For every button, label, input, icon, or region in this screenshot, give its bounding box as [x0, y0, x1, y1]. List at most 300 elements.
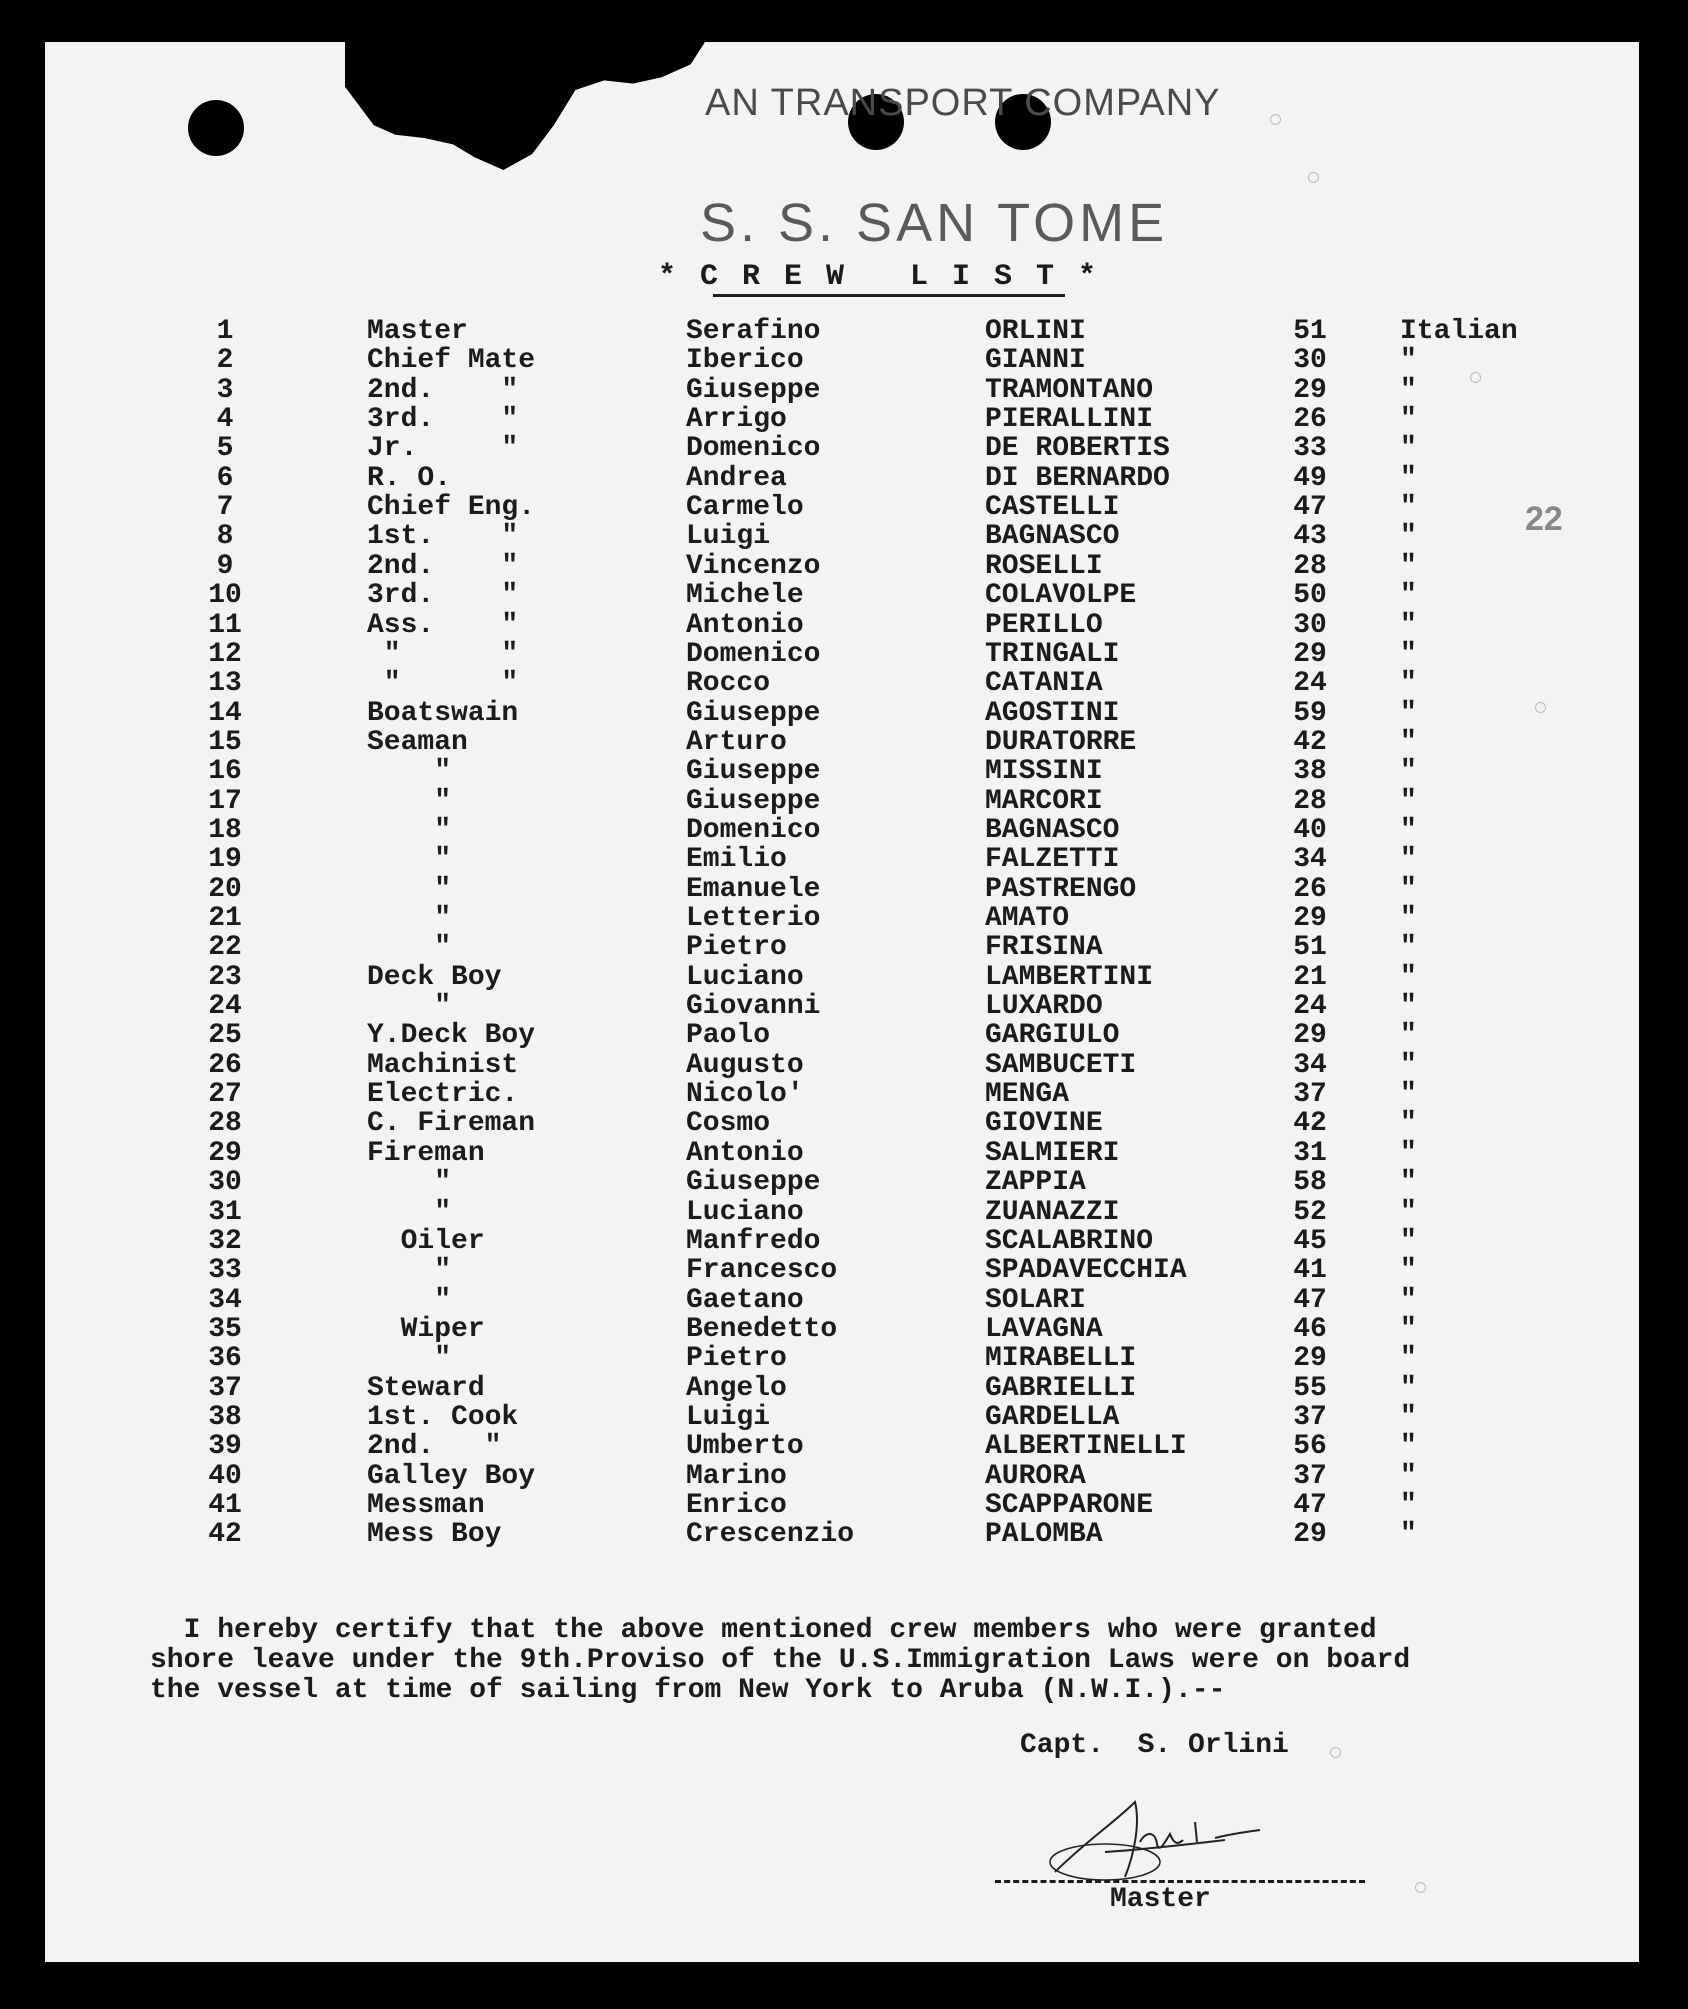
crew-rank: " [367, 1167, 452, 1199]
captain-name: Capt. S. Orlini [1020, 1730, 1289, 1761]
crew-age: 29 [1293, 374, 1327, 406]
crew-rank: Boatswain [367, 697, 519, 729]
crew-first-name: Giuseppe [686, 1167, 821, 1199]
crew-number: 37 [208, 1372, 242, 1404]
crew-nationality: " [1400, 580, 1417, 612]
crew-number: 33 [208, 1255, 242, 1287]
crew-nationality: " [1400, 1108, 1417, 1140]
crew-first-name: Emanuele [686, 873, 821, 905]
crew-last-name: DE ROBERTIS [985, 433, 1170, 465]
punch-hole-left [188, 100, 244, 156]
crew-age: 33 [1293, 433, 1327, 465]
crew-number: 17 [208, 785, 242, 817]
crew-first-name: Andrea [686, 462, 787, 494]
paper-speck [1330, 1747, 1341, 1758]
crew-rank: " [367, 1284, 452, 1316]
crew-rank: Ass. " [367, 609, 519, 641]
crew-age: 28 [1293, 785, 1327, 817]
crew-nationality: " [1400, 991, 1417, 1023]
crew-first-name: Luciano [686, 1196, 804, 1228]
crew-first-name: Cosmo [686, 1108, 771, 1140]
crew-row [45, 1491, 1639, 1520]
crew-last-name: PALOMBA [985, 1519, 1103, 1551]
crew-rank: Machinist [367, 1049, 519, 1081]
crew-age: 30 [1293, 345, 1327, 377]
crew-nationality: " [1400, 932, 1417, 964]
crew-row [45, 1168, 1639, 1197]
crew-row [45, 1021, 1639, 1050]
crew-number: 4 [216, 404, 234, 436]
crew-last-name: AURORA [985, 1460, 1086, 1492]
crew-rank: Messman [367, 1490, 485, 1521]
crew-last-name: DURATORRE [985, 726, 1137, 758]
crew-first-name: Domenico [686, 638, 821, 670]
crew-first-name: Pietro [686, 932, 787, 964]
crew-last-name: SCALABRINO [985, 1225, 1154, 1257]
paper-speck [1535, 702, 1546, 713]
crew-row [45, 405, 1639, 434]
crew-first-name: Marino [686, 1460, 787, 1492]
crew-rank: " " [367, 638, 519, 670]
crew-last-name: MISSINI [985, 756, 1103, 788]
crew-age: 26 [1293, 404, 1327, 436]
crew-row [45, 346, 1639, 375]
crew-first-name: Michele [686, 580, 804, 612]
crew-first-name: Angelo [686, 1372, 787, 1404]
crew-number: 42 [208, 1519, 242, 1551]
crew-last-name: GIANNI [985, 345, 1086, 377]
crew-last-name: AGOSTINI [985, 697, 1120, 729]
crew-nationality: " [1400, 814, 1417, 846]
crew-age: 43 [1293, 521, 1327, 553]
crew-number: 21 [208, 903, 242, 934]
crew-rank: Chief Eng. [367, 492, 536, 524]
crew-age: 40 [1293, 814, 1327, 846]
crew-nationality: " [1400, 609, 1417, 641]
crew-first-name: Serafino [686, 316, 821, 347]
crew-nationality: " [1400, 550, 1417, 582]
crew-number: 14 [208, 697, 242, 729]
crew-last-name: MENGA [985, 1079, 1070, 1111]
crew-first-name: Domenico [686, 433, 821, 465]
crew-number: 22 [208, 932, 242, 964]
crew-number: 9 [216, 550, 234, 582]
page-number: 22 [1525, 500, 1563, 538]
crew-row [45, 963, 1639, 992]
document-page [45, 42, 1639, 1962]
crew-last-name: SCAPPARONE [985, 1490, 1154, 1521]
crew-number: 7 [216, 492, 234, 524]
crew-nationality: " [1400, 1490, 1417, 1521]
crew-nationality: " [1400, 1460, 1417, 1492]
crew-nationality: " [1400, 638, 1417, 670]
crew-first-name: Vincenzo [686, 550, 821, 582]
crew-last-name: FALZETTI [985, 844, 1120, 876]
crew-last-name: LAMBERTINI [985, 961, 1154, 993]
crew-last-name: PIERALLINI [985, 404, 1154, 436]
crew-rank: 1st. " [367, 521, 519, 553]
crew-row [45, 581, 1639, 610]
crew-first-name: Letterio [686, 903, 821, 934]
crew-first-name: Arrigo [686, 404, 787, 436]
crew-first-name: Iberico [686, 345, 804, 377]
crew-row [45, 669, 1639, 698]
crew-row [45, 552, 1639, 581]
crew-first-name: Carmelo [686, 492, 804, 524]
crew-age: 49 [1293, 462, 1327, 494]
certification-line: I hereby certify that the above mentioned crew members who were granted [150, 1615, 1377, 1646]
crew-last-name: DI BERNARDO [985, 462, 1170, 494]
crew-row [45, 1227, 1639, 1256]
crew-nationality: " [1400, 873, 1417, 905]
crew-nationality: " [1400, 1049, 1417, 1081]
crew-nationality: " [1400, 726, 1417, 758]
crew-number: 41 [208, 1490, 242, 1521]
crew-last-name: COLAVOLPE [985, 580, 1137, 612]
crew-row [45, 1256, 1639, 1285]
crew-age: 58 [1293, 1167, 1327, 1199]
crew-row [45, 699, 1639, 728]
crew-number: 29 [208, 1137, 242, 1169]
crew-first-name: Arturo [686, 726, 787, 758]
crew-nationality: " [1400, 1431, 1417, 1463]
crew-row [45, 1520, 1639, 1549]
crew-first-name: Luigi [686, 1401, 771, 1433]
crew-rank: Y.Deck Boy [367, 1020, 536, 1052]
crew-last-name: TRINGALI [985, 638, 1120, 670]
crew-last-name: SALMIERI [985, 1137, 1120, 1169]
crew-rank: Jr. " [367, 433, 519, 465]
crew-nationality: " [1400, 404, 1417, 436]
crew-first-name: Luciano [686, 961, 804, 993]
crew-row [45, 464, 1639, 493]
crew-number: 2 [216, 345, 234, 377]
crew-row [45, 611, 1639, 640]
crew-age: 34 [1293, 844, 1327, 876]
signature-line [995, 1880, 1365, 1883]
ship-name: S. S. SAN TOME [700, 193, 1169, 253]
crew-row [45, 640, 1639, 669]
crew-last-name: TRAMONTANO [985, 374, 1154, 406]
crew-last-name: ZAPPIA [985, 1167, 1086, 1199]
crew-row [45, 1344, 1639, 1373]
crew-first-name: Pietro [686, 1343, 787, 1375]
crew-row [45, 317, 1639, 346]
crew-number: 27 [208, 1079, 242, 1111]
crew-nationality: " [1400, 521, 1417, 553]
crew-rank: C. Fireman [367, 1108, 536, 1140]
crew-age: 47 [1293, 1490, 1327, 1521]
crew-age: 24 [1293, 991, 1327, 1023]
crew-rank: " [367, 1255, 452, 1287]
crew-age: 38 [1293, 756, 1327, 788]
crew-rank: " [367, 991, 452, 1023]
crew-rank: Chief Mate [367, 345, 536, 377]
handwritten-signature [1045, 1782, 1285, 1892]
crew-age: 29 [1293, 1343, 1327, 1375]
crew-row [45, 1432, 1639, 1461]
crew-last-name: MARCORI [985, 785, 1103, 817]
crew-nationality: " [1400, 1020, 1417, 1052]
crew-last-name: SAMBUCETI [985, 1049, 1137, 1081]
crew-age: 29 [1293, 1519, 1327, 1551]
crew-age: 37 [1293, 1401, 1327, 1433]
crew-last-name: ZUANAZZI [985, 1196, 1120, 1228]
crew-first-name: Emilio [686, 844, 787, 876]
crew-age: 30 [1293, 609, 1327, 641]
crew-age: 26 [1293, 873, 1327, 905]
crew-rank: " [367, 844, 452, 876]
crew-nationality: " [1400, 1313, 1417, 1345]
crew-row [45, 1051, 1639, 1080]
crew-first-name: Luigi [686, 521, 771, 553]
crew-row [45, 434, 1639, 463]
crew-number: 26 [208, 1049, 242, 1081]
crew-nationality: " [1400, 1196, 1417, 1228]
crew-first-name: Rocco [686, 668, 771, 700]
crew-rank: Seaman [367, 726, 468, 758]
crew-row [45, 875, 1639, 904]
paper-speck [1270, 114, 1281, 125]
crew-last-name: GARGIULO [985, 1020, 1120, 1052]
crew-row [45, 522, 1639, 551]
crew-last-name: GARDELLA [985, 1401, 1120, 1433]
crew-rank: R. O. [367, 462, 452, 494]
crew-rank: Fireman [367, 1137, 485, 1169]
crew-nationality: " [1400, 1255, 1417, 1287]
crew-rank: 2nd. " [367, 1431, 502, 1463]
crew-age: 31 [1293, 1137, 1327, 1169]
company-name: AN TRANSPORT COMPANY [705, 82, 1221, 124]
crew-nationality: " [1400, 1284, 1417, 1316]
crew-row [45, 1315, 1639, 1344]
master-title: Master [1110, 1884, 1211, 1915]
crew-number: 6 [216, 462, 234, 494]
crew-number: 24 [208, 991, 242, 1023]
paper-speck [1470, 372, 1481, 383]
crew-number: 20 [208, 873, 242, 905]
crew-row [45, 1374, 1639, 1403]
crew-age: 34 [1293, 1049, 1327, 1081]
crew-nationality: " [1400, 345, 1417, 377]
crew-number: 35 [208, 1313, 242, 1345]
crew-number: 8 [216, 521, 234, 553]
crew-rank: Oiler [367, 1225, 485, 1257]
crew-row [45, 1109, 1639, 1138]
crew-rank: Deck Boy [367, 961, 502, 993]
crew-last-name: MIRABELLI [985, 1343, 1137, 1375]
crew-row [45, 1080, 1639, 1109]
crew-first-name: Domenico [686, 814, 821, 846]
crew-row [45, 493, 1639, 522]
paper-speck [1415, 1882, 1426, 1893]
crew-row [45, 992, 1639, 1021]
crew-number: 16 [208, 756, 242, 788]
crew-last-name: LAVAGNA [985, 1313, 1103, 1345]
crew-row [45, 1286, 1639, 1315]
crew-age: 29 [1293, 1020, 1327, 1052]
crew-last-name: BAGNASCO [985, 521, 1120, 553]
crew-rank: " [367, 1343, 452, 1375]
crew-rank: Electric. [367, 1079, 519, 1111]
crew-first-name: Giuseppe [686, 785, 821, 817]
crew-number: 30 [208, 1167, 242, 1199]
crew-number: 31 [208, 1196, 242, 1228]
crew-last-name: CASTELLI [985, 492, 1120, 524]
crew-number: 28 [208, 1108, 242, 1140]
crew-age: 29 [1293, 638, 1327, 670]
crew-last-name: CATANIA [985, 668, 1103, 700]
crew-first-name: Giovanni [686, 991, 821, 1023]
crew-rank: " [367, 814, 452, 846]
crew-age: 50 [1293, 580, 1327, 612]
crew-nationality: " [1400, 1372, 1417, 1404]
crew-rank: Steward [367, 1372, 485, 1404]
crew-last-name: LUXARDO [985, 991, 1103, 1023]
crew-first-name: Augusto [686, 1049, 804, 1081]
crew-age: 55 [1293, 1372, 1327, 1404]
crew-rank: 3rd. " [367, 404, 519, 436]
crew-last-name: ALBERTINELLI [985, 1431, 1187, 1463]
crew-age: 51 [1293, 932, 1327, 964]
crew-first-name: Giuseppe [686, 374, 821, 406]
crew-first-name: Antonio [686, 1137, 804, 1169]
crew-nationality: " [1400, 1167, 1417, 1199]
crew-rank: 2nd. " [367, 550, 519, 582]
crew-first-name: Manfredo [686, 1225, 821, 1257]
crew-nationality: " [1400, 1401, 1417, 1433]
crew-first-name: Benedetto [686, 1313, 838, 1345]
crew-rank: Master [367, 316, 468, 347]
crew-last-name: FRISINA [985, 932, 1103, 964]
crew-nationality: " [1400, 374, 1417, 406]
crew-row [45, 1462, 1639, 1491]
crew-rank: 2nd. " [367, 374, 519, 406]
crew-nationality: " [1400, 462, 1417, 494]
crew-nationality: " [1400, 1343, 1417, 1375]
crew-number: 39 [208, 1431, 242, 1463]
crew-age: 52 [1293, 1196, 1327, 1228]
crew-rank: Galley Boy [367, 1460, 536, 1492]
crew-number: 18 [208, 814, 242, 846]
crew-nationality: " [1400, 1137, 1417, 1169]
certification-line: the vessel at time of sailing from New York to Aruba (N.W.I.).-- [150, 1675, 1226, 1706]
crew-last-name: ROSELLI [985, 550, 1103, 582]
torn-corner [345, 42, 705, 202]
crew-row [45, 816, 1639, 845]
crew-age: 51 [1293, 316, 1327, 347]
crew-last-name: AMATO [985, 903, 1070, 934]
crew-first-name: Francesco [686, 1255, 838, 1287]
crew-last-name: ORLINI [985, 316, 1086, 347]
crew-number: 11 [208, 609, 242, 641]
crew-age: 41 [1293, 1255, 1327, 1287]
crew-row [45, 845, 1639, 874]
crew-age: 42 [1293, 1108, 1327, 1140]
crew-rank: 1st. Cook [367, 1401, 519, 1433]
title-underline [713, 294, 1065, 297]
crew-row [45, 1139, 1639, 1168]
crew-last-name: PASTRENGO [985, 873, 1137, 905]
crew-rank: " [367, 756, 452, 788]
crew-number: 15 [208, 726, 242, 758]
crew-nationality: " [1400, 756, 1417, 788]
crew-number: 32 [208, 1225, 242, 1257]
crew-first-name: Giuseppe [686, 697, 821, 729]
crew-first-name: Nicolo' [686, 1079, 804, 1111]
crew-nationality: " [1400, 492, 1417, 524]
crew-number: 10 [208, 580, 242, 612]
crew-age: 28 [1293, 550, 1327, 582]
crew-nationality: " [1400, 903, 1417, 934]
crew-last-name: BAGNASCO [985, 814, 1120, 846]
crew-rank: 3rd. " [367, 580, 519, 612]
crew-rank: " [367, 903, 452, 934]
crew-rank: " [367, 932, 452, 964]
crew-rank: " [367, 1196, 452, 1228]
crew-first-name: Enrico [686, 1490, 787, 1521]
crew-number: 25 [208, 1020, 242, 1052]
crew-rank: " [367, 785, 452, 817]
crew-age: 24 [1293, 668, 1327, 700]
crew-row [45, 376, 1639, 405]
crew-row [45, 1198, 1639, 1227]
crew-last-name: SOLARI [985, 1284, 1086, 1316]
crew-row [45, 1403, 1639, 1432]
crew-nationality: " [1400, 1079, 1417, 1111]
crew-age: 37 [1293, 1079, 1327, 1111]
crew-nationality: " [1400, 844, 1417, 876]
certification-line: shore leave under the 9th.Proviso of the U.S.Immigration Laws were on board [150, 1645, 1411, 1676]
crew-number: 3 [216, 374, 234, 406]
crew-age: 46 [1293, 1313, 1327, 1345]
crew-rank: Wiper [367, 1313, 485, 1345]
crew-nationality: " [1400, 668, 1417, 700]
crew-age: 37 [1293, 1460, 1327, 1492]
crew-last-name: PERILLO [985, 609, 1103, 641]
crew-age: 59 [1293, 697, 1327, 729]
crew-first-name: Umberto [686, 1431, 804, 1463]
crew-nationality: " [1400, 785, 1417, 817]
certification-text [150, 1616, 1630, 1706]
crew-nationality: " [1400, 961, 1417, 993]
crew-rank: Mess Boy [367, 1519, 502, 1551]
crew-rank: " [367, 873, 452, 905]
crew-first-name: Antonio [686, 609, 804, 641]
crew-number: 1 [216, 316, 234, 347]
crew-number: 23 [208, 961, 242, 993]
crew-age: 21 [1293, 961, 1327, 993]
crew-first-name: Crescenzio [686, 1519, 855, 1551]
paper-speck [1308, 172, 1319, 183]
crew-number: 38 [208, 1401, 242, 1433]
crew-first-name: Gaetano [686, 1284, 804, 1316]
crew-age: 56 [1293, 1431, 1327, 1463]
crew-row [45, 757, 1639, 786]
crew-number: 40 [208, 1460, 242, 1492]
crew-number: 19 [208, 844, 242, 876]
crew-first-name: Giuseppe [686, 756, 821, 788]
crew-nationality: " [1400, 1519, 1417, 1551]
crew-list-title: * C R E W L I S T * [658, 260, 1100, 294]
crew-number: 13 [208, 668, 242, 700]
crew-row [45, 904, 1639, 933]
crew-last-name: GIOVINE [985, 1108, 1103, 1140]
crew-row [45, 787, 1639, 816]
crew-nationality: " [1400, 433, 1417, 465]
crew-nationality: Italian [1400, 316, 1518, 347]
crew-row [45, 933, 1639, 962]
